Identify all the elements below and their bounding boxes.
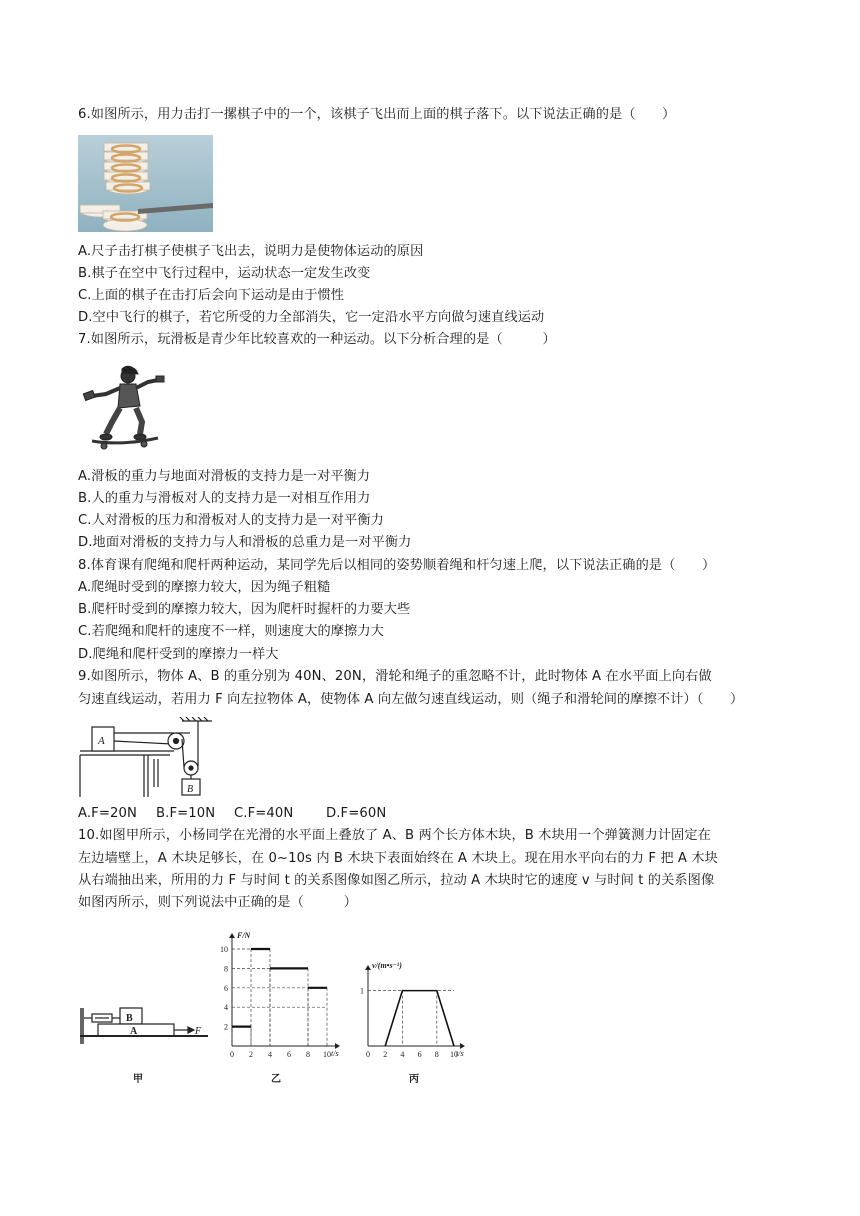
bing-xtick-1: 2 — [383, 1050, 388, 1059]
bing-xtick-4: 8 — [434, 1050, 439, 1059]
q9-pulley-figure — [78, 717, 228, 799]
yi-xtick-1: 2 — [249, 1050, 253, 1059]
bing-xtick-2: 4 — [400, 1050, 405, 1059]
q10-jia-label-a: A — [130, 1026, 138, 1037]
bing-xlabel: t/s — [456, 1049, 464, 1058]
q7-option-a: A.滑板的重力与地面对滑板的支持力是一对平衡力 — [78, 469, 371, 484]
q10-caption-yi: 乙 — [271, 1074, 281, 1085]
q9-option-d: D.F=60N — [326, 806, 387, 821]
q10-figure-jia — [78, 1000, 213, 1060]
bing-xtick-0: 0 — [366, 1050, 370, 1059]
yi-ytick-0: 2 — [224, 1022, 228, 1032]
q6-option-b: B.棋子在空中飞行过程中，运动状态一定发生改变 — [78, 266, 371, 281]
yi-xtick-4: 8 — [306, 1050, 310, 1059]
q8-option-d: D.爬绳和爬杆受到的摩擦力一样大 — [78, 647, 279, 662]
q7-stem: 7.如图所示，玩滑板是青少年比较喜欢的一种运动。以下分析合理的是（ ） — [78, 332, 556, 347]
q9-option-a: A.F=20N — [78, 806, 137, 821]
q10-chart-yi — [212, 928, 352, 1066]
q10-stem-line2: 左边墙壁上，A 木块足够长，在 0~10s 内 B 木块下表面始终在 A 木块上。现在用水平向右的力 F 把 A 木块 — [78, 851, 718, 866]
q10-stem-line1: 10.如图甲所示，小杨同学在光滑的水平面上叠放了 A、B 两个长方体木块，B 木块用一个弹簧测力计固定在 — [78, 828, 711, 843]
q6-option-d: D.空中飞行的棋子，若它所受的力全部消失，它一定沿水平方向做匀速直线运动 — [78, 310, 545, 325]
q7-skateboarder-figure — [78, 364, 168, 452]
yi-xtick-3: 6 — [287, 1050, 291, 1059]
q6-option-c: C.上面的棋子在击打后会向下运动是由于惯性 — [78, 288, 345, 303]
yi-xlabel: t/s — [331, 1049, 339, 1058]
q10-caption-jia: 甲 — [133, 1074, 143, 1085]
bing-xtick-5: 10 — [450, 1050, 458, 1059]
yi-y-arrow — [229, 933, 235, 938]
yi-ytick-3: 8 — [224, 964, 228, 974]
bing-xtick-3: 6 — [417, 1050, 422, 1059]
bing-y-arrow — [365, 965, 371, 970]
q6-stem: 6.如图所示，用力击打一摞棋子中的一个，该棋子飞出而上面的棋子落下。以下说法正确的是（ ） — [78, 107, 676, 122]
bing-ytick-0: 1 — [360, 986, 364, 996]
q9-label-b: B — [187, 784, 194, 795]
bing-series-line — [385, 991, 454, 1046]
q6-chess-pieces-photo — [78, 135, 213, 232]
q9-stem-line2: 匀速直线运动，若用力 F 向左拉物体 A，使物体 A 向左做匀速直线运动，则（绳子和滑轮间的摩擦不计）（ ） — [78, 692, 744, 707]
q8-stem: 8.体育课有爬绳和爬杆两种运动，某同学先后以相同的姿势顺着绳和杆匀速上爬，以下说法正确的是（ ） — [78, 558, 716, 573]
q10-jia-label-f: F — [195, 1026, 202, 1037]
bing-ylabel: v/(m•s⁻¹) — [372, 961, 402, 970]
q9-option-c: C.F=40N — [234, 806, 294, 821]
q9-options — [78, 806, 406, 822]
q6-option-a: A.尺子击打棋子使棋子飞出去，说明力是使物体运动的原因 — [78, 244, 424, 259]
yi-ytick-1: 4 — [224, 1003, 228, 1013]
q10-jia-label-b: B — [126, 1013, 133, 1024]
q9-option-b: B.F=10N — [156, 806, 216, 821]
q10-stem-line3: 从右端抽出来，所用的力 F 与时间 t 的关系图像如图乙所示，拉动 A 木块时它的速度 v 与时间 t 的关系图像 — [78, 873, 715, 888]
yi-ytick-4: 10 — [220, 945, 228, 954]
q7-option-c: C.人对滑板的压力和滑板对人的支持力是一对平衡力 — [78, 513, 384, 528]
q10-chart-bing — [352, 958, 472, 1066]
q8-option-c: C.若爬绳和爬杆的速度不一样，则速度大的摩擦力大 — [78, 624, 384, 639]
q10-caption-bing: 丙 — [409, 1074, 419, 1085]
q7-option-b: B.人的重力与滑板对人的支持力是一对相互作用力 — [78, 491, 371, 506]
yi-ylabel: F/N — [237, 931, 251, 940]
q8-option-b: B.爬杆时受到的摩擦力较大，因为爬杆时握杆的力要大些 — [78, 602, 411, 617]
q10-stem-line4: 如图丙所示，则下列说法中正确的是（ ） — [78, 895, 358, 910]
q9-stem-line1: 9.如图所示，物体 A、B 的重分别为 40N、20N，滑轮和绳子的重忽略不计，此时物体 A 在水平面上向右做 — [78, 669, 712, 684]
q8-option-a: A.爬绳时受到的摩擦力较大，因为绳子粗糙 — [78, 580, 331, 595]
yi-xtick-0: 0 — [230, 1050, 234, 1059]
yi-xtick-2: 4 — [268, 1050, 272, 1059]
q7-option-d: D.地面对滑板的支持力与人和滑板的总重力是一对平衡力 — [78, 535, 412, 550]
q9-label-a: A — [98, 735, 105, 747]
yi-ytick-2: 6 — [224, 983, 228, 993]
yi-xtick-5: 10 — [323, 1050, 331, 1059]
